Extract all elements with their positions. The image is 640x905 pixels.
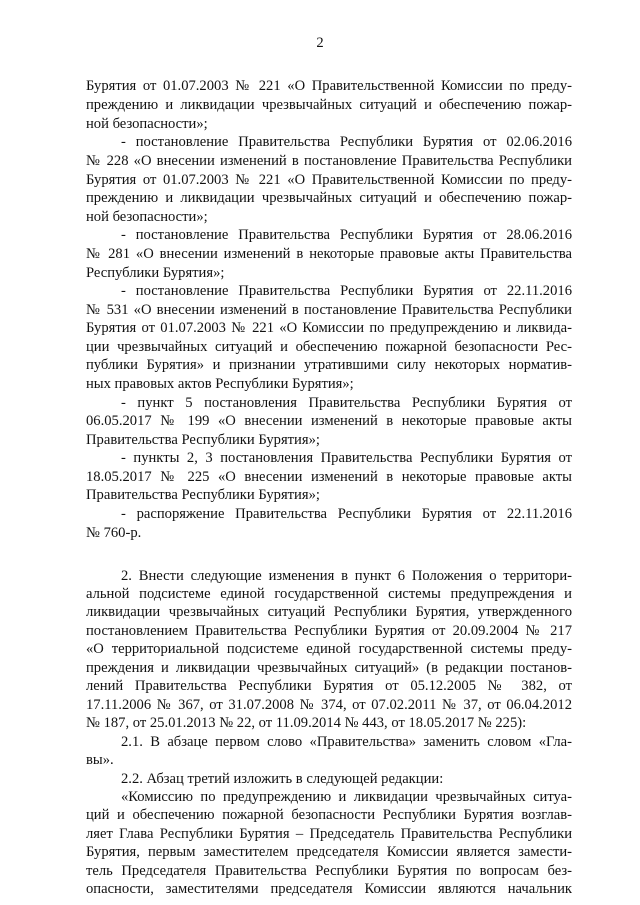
text-line: вы».: [86, 752, 114, 768]
text-line: № 187, от 25.01.2013 № 22, от 11.09.2014 № 443, от 18.05.2017 № 225):: [86, 715, 527, 731]
text-line: - распоряжение Правительства Республики Бурятия от 22.11.2016: [121, 506, 572, 522]
text-line: Правительства Республики Бурятия»;: [86, 432, 320, 448]
text-line: - пункты 2, 3 постановления Правительства Республики Бурятия от: [121, 450, 572, 466]
text-line: публики Бурятия» и признании утратившими силу некоторых норматив-: [86, 357, 572, 373]
text-line: Бурятия от 01.07.2003 № 221 «О Правительственной Комиссии по преду-: [86, 172, 572, 188]
text-line: ных правовых актов Республики Бурятия»;: [86, 376, 354, 392]
text-line: - постановление Правительства Республики Бурятия от 28.06.2016: [121, 227, 572, 243]
text-line: преждению и ликвидации чрезвычайных ситуаций и обеспечению пожар-: [86, 190, 572, 206]
text-line: - пункт 5 постановления Правительства Республики Бурятия от: [121, 395, 572, 411]
text-line: Бурятия от 01.07.2003 № 221 «О Комиссии по предупреждению и ликвида-: [86, 320, 572, 336]
text-line: Правительства Республики Бурятия»;: [86, 487, 320, 503]
text-line: № 281 «О внесении изменений в некоторые правовые акты Правительства: [86, 246, 572, 262]
text-line: постановлением Правительства Республики Бурятия от 20.09.2004 № 217: [86, 623, 572, 639]
text-line: 06.05.2017 № 199 «О внесении изменений в некоторые правовые акты: [86, 413, 572, 429]
text-line: 17.11.2006 № 367, от 31.07.2008 № 374, от 07.02.2011 № 37, от 06.04.2012: [86, 697, 572, 713]
text-line: 2. Внести следующие изменения в пункт 6 Положения о территори-: [121, 568, 572, 584]
text-line: № 228 «О внесении изменений в постановление Правительства Республики: [86, 153, 572, 169]
text-line: Бурятия, первым заместителем председателя Комиссии является замести-: [86, 844, 572, 860]
text-line: № 760-р.: [86, 525, 142, 541]
text-line: тель Председателя Правительства Республики Бурятия по вопросам без-: [86, 863, 572, 879]
text-line: ной безопасности»;: [86, 116, 208, 132]
text-line: преждению и ликвидации чрезвычайных ситуаций и обеспечению пожар-: [86, 97, 572, 113]
text-line: Бурятия от 01.07.2003 № 221 «О Правительственной Комиссии по преду-: [86, 78, 572, 94]
text-line: «Комиссию по предупреждению и ликвидации чрезвычайных ситуа-: [121, 789, 572, 805]
text-line: № 531 «О внесении изменений в постановление Правительства Республики: [86, 302, 572, 318]
text-line: альной подсистеме единой государственной системы предупреждения и: [86, 586, 572, 602]
text-line: Республики Бурятия»;: [86, 265, 225, 281]
text-line: 18.05.2017 № 225 «О внесении изменений в некоторые правовые акты: [86, 469, 572, 485]
text-line: - постановление Правительства Республики Бурятия от 02.06.2016: [121, 134, 572, 150]
text-line: преждения и ликвидации чрезвычайных ситуаций» (в редакции постанов-: [86, 660, 572, 676]
text-line: ной безопасности»;: [86, 209, 208, 225]
text-line: ликвидации чрезвычайных ситуаций Республики Бурятия, утвержденного: [86, 604, 572, 620]
text-line: ций и обеспечению пожарной безопасности Республики Бурятия возглав-: [86, 807, 572, 823]
text-line: опасности, заместителями председателя Комиссии являются начальник: [86, 881, 572, 897]
page-number: 2: [316, 35, 324, 51]
text-line: 2.2. Абзац третий изложить в следующей редакции:: [121, 771, 444, 787]
text-line: 2.1. В абзаце первом слово «Правительства» заменить словом «Гла-: [121, 734, 572, 750]
text-line: лений Правительства Республики Бурятия от 05.12.2005 № 382, от: [86, 678, 572, 694]
text-line: ляет Глава Республики Бурятия – Председатель Правительства Республики: [86, 826, 572, 842]
text-line: ции чрезвычайных ситуаций и обеспечению пожарной безопасности Рес-: [86, 339, 572, 355]
text-line: «О территориальной подсистеме единой государственной системы преду-: [86, 641, 572, 657]
text-line: - постановление Правительства Республики Бурятия от 22.11.2016: [121, 283, 572, 299]
